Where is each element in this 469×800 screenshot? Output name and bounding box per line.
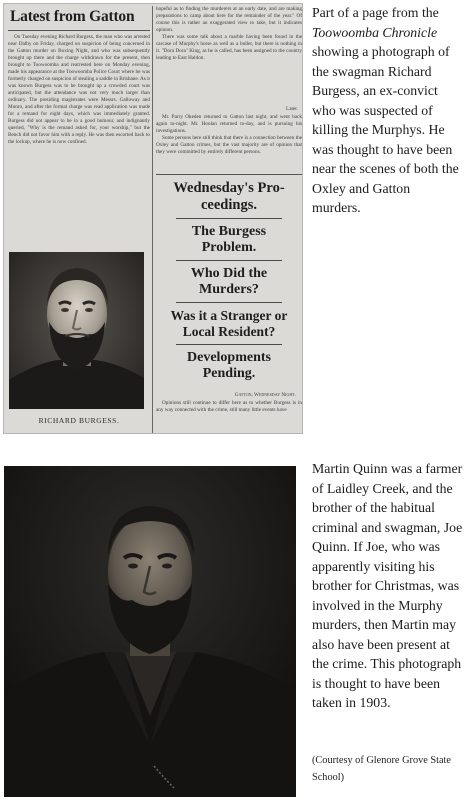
deck-who-did-murders (156, 266, 302, 298)
article-paragraph: There was some talk about a marble having been found in the carcase of Murphy's horse as well as a bullet, but there is nothing in it. "Dora Dora" King, as he is called, has been assigned to the country leading to East Haldon. (156, 34, 302, 61)
description-text: Part of a page from the (312, 5, 439, 20)
dateline: Gatton, Wednesday Night. (234, 392, 296, 398)
section-rule (156, 174, 302, 175)
deck-burgess-problem (156, 224, 302, 256)
article-paragraph: On Tuesday evening Richard Burgess, the man who was arrested near Dalby on Friday, charged on suspicion of being concerned in the Gatton murder on Boxing Night, and who was subsequently brought up there and the charge withdrawn for the present, then brought to Toowoomba and rearrested here on Monday evening, made his appearance at the Toowoomba Police Court where he was formerly charged on suspicion of stealing a saddle in Brisbane. As it was known Burgess was to be brought up a crowded court was anticipated, but the attendance was not very much larger than ordinary. The presiding magistrates were Messrs. Galloway and Munro, and after the formal charge was read application was made for a remand for eight days, which was immediately granted. Burgess did not appear to be in a good humour, and indignantly queried, "Why is the remand asked for, your worship," but the Bench did not favor him with a reply. He was then escorted back to the lockup, where he is now confined. (8, 34, 150, 145)
deck-line: The Burgess (191, 224, 267, 239)
deck-rule (176, 302, 282, 303)
article-paragraph: Opinions still continue to differ here as to whether Burgess is in any way connected with the crime, still many little events have (156, 400, 302, 413)
article-paragraph: Mr. Parry Okeden returned to Gatton last night, and went back again to-night. Mr. Hoolan returned to-day, and is pursuing his investigations. (156, 114, 302, 134)
quinn-portrait-image (4, 466, 296, 797)
bottom-description: Martin Quinn was a farmer of Laidley Creek, and the brother of the habitual criminal and swagman, Joe Quinn. If Joe, who was apparently visiting his brother for Christmas, was involved in the Murphy murders, then Martin may also have been present at the crime. This photograph is thought to have been taken in 1903. (312, 461, 463, 710)
newspaper-name: Toowoomba Chronicle (312, 24, 438, 40)
deck-line: Murders? (199, 282, 259, 297)
clipping-right-article (156, 6, 302, 106)
deck-line: Problem. (201, 240, 257, 255)
deck-line: Pending. (202, 366, 256, 381)
deck-line: ceedings. (201, 197, 257, 213)
article-paragraph: Some persons here still think that there is a connection between the Oxley and Gatton crimes, but the vast majority are of opinion that they were committed by entirely different persons. (156, 135, 302, 155)
description-text: showing a photograph of the swagman Richard Burgess, an ex-convict who was suspected of killing the Murphys. He was thought to have been near the scenes of both the Oxley and Gatton murders. (312, 44, 459, 215)
clipping-headline: Latest from Gatton (10, 8, 135, 25)
martin-quinn-photo (4, 466, 296, 797)
clipping-right-article-3 (156, 400, 302, 434)
deck-line: Who Did the (190, 266, 268, 281)
deck-rule (176, 218, 282, 219)
deck-rule (176, 344, 282, 345)
headline-rule (8, 30, 150, 31)
deck-stranger-or-resident (156, 308, 302, 340)
deck-line: Developments (187, 350, 271, 365)
article-paragraph: hopeful as to finding the murderers at an early date, and are making preparations to camp about here for the remainder of the year." Of course this is rather an exaggerated view to take, but it indicates opinion. (156, 6, 302, 33)
newspaper-clipping (3, 3, 303, 434)
deck-line: Wednesday's Pro- (173, 180, 285, 196)
top-description (312, 3, 462, 218)
deck-line: Local Resident? (182, 324, 276, 339)
deck-line: Was it a Stranger or (170, 308, 288, 323)
deck-rule (176, 260, 282, 261)
clipping-right-column (156, 4, 302, 434)
column-divider (152, 6, 153, 433)
burgess-photo-caption: RICHARD BURGESS. (38, 416, 120, 425)
deck-wednesdays-proceedings (156, 180, 302, 214)
clipping-left-article (8, 34, 150, 248)
richard-burgess-photo (9, 252, 144, 409)
burgess-portrait-image (9, 252, 144, 409)
photo-credit: (Courtesy of Glenore Grove State School) (312, 755, 451, 783)
later-label: Later. (286, 106, 298, 112)
deck-developments-pending (156, 350, 302, 382)
clipping-right-article-2 (156, 114, 302, 174)
